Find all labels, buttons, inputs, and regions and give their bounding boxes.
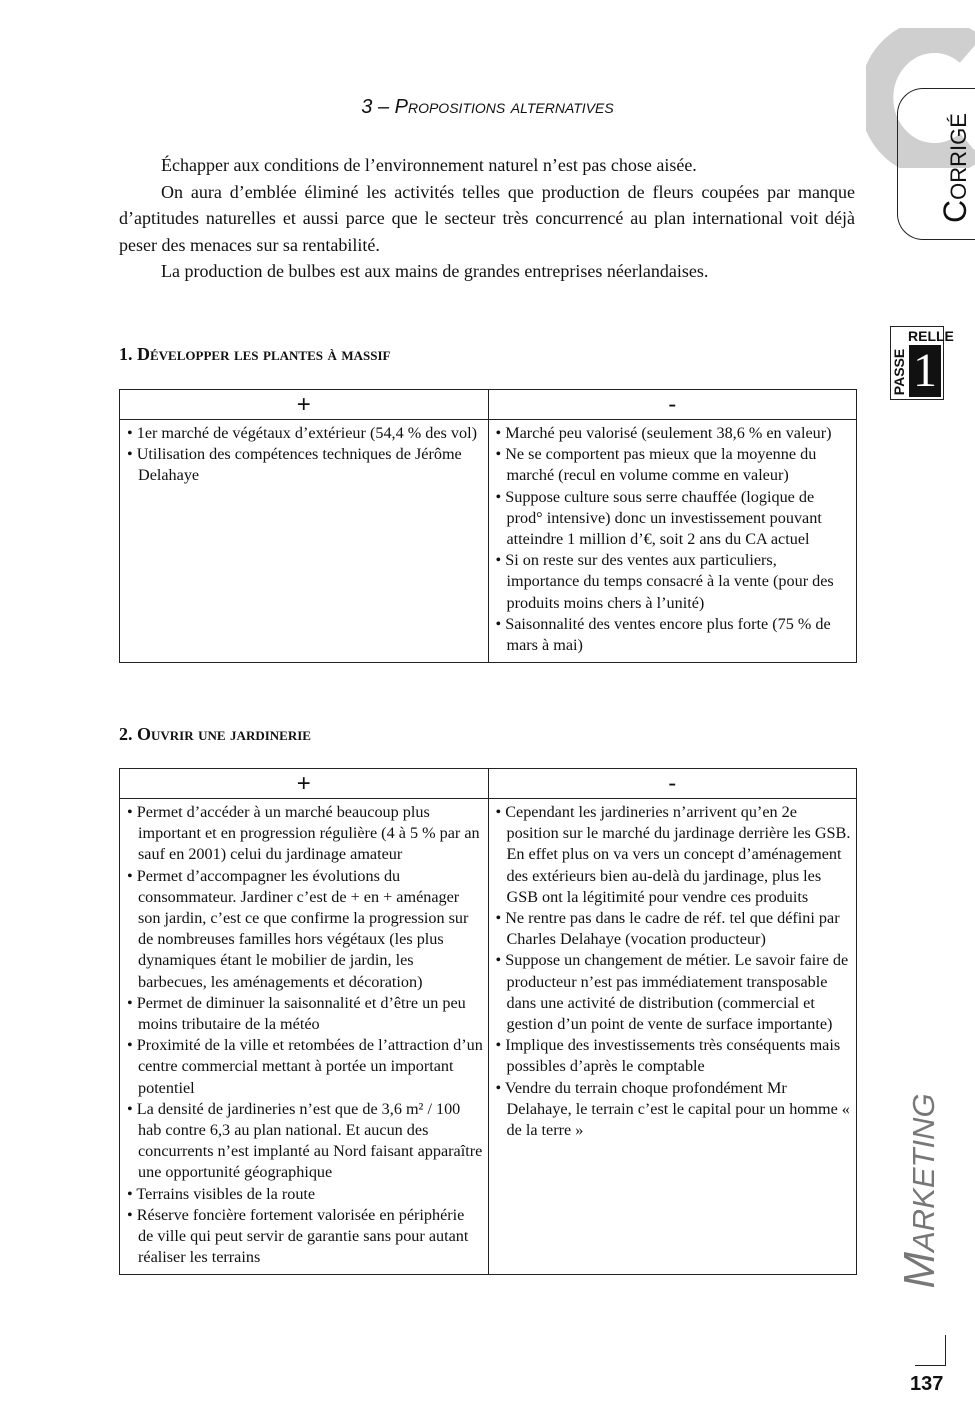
intro-paragraph: La production de bulbes est aux mains de grandes entreprises néerlandaises. xyxy=(161,261,709,281)
pros-header: + xyxy=(120,390,489,420)
bullet-item: • Réserve foncière fortement valorisée en périphérie de ville qui peut servir de garantie sans pour autant réaliser les terrains xyxy=(127,1205,484,1269)
cons-header: - xyxy=(488,769,857,799)
pros-cons-table-1 xyxy=(119,389,857,663)
heading-section-1: 1. Développer les plantes à massif xyxy=(119,344,391,364)
intro-paragraph: On aura d’emblée éliminé les activités telles que production de fleurs coupées par manque d’aptitudes naturelles et aussi parce que le secteur très concurrencé au plan international voit déjà peser des menaces sur sa rentabilité. xyxy=(119,181,855,255)
bullet-item: • Permet d’accéder à un marché beaucoup plus important et en progression régulière (4 à 5 % par an sauf en 2001) celui du jardinage amateur xyxy=(127,802,484,866)
cons-header: - xyxy=(488,390,857,420)
bullet-item: • Proximité de la ville et retombées de l’attraction d’un centre commercial mettant à portée un important potentiel xyxy=(127,1035,484,1099)
bullet-item: • Implique des investissements très conséquents mais possibles d’après le comptable xyxy=(496,1035,853,1077)
corrige-tab-label: Corrigé xyxy=(937,113,973,223)
intro-text xyxy=(119,152,855,285)
bullet-item: • Permet d’accompagner les évolutions du consommateur. Jardiner c’est de + en + aménager son jardin, c’est ce que confirme la progression sur de nombreuses familles hors végétaux (les plus dynamiques étant le mobilier de jardin, les barbecues, les aménagements et décoration) xyxy=(127,866,484,993)
bullet-item: • Terrains visibles de la route xyxy=(127,1184,484,1205)
subject-label: Marketing xyxy=(895,1093,944,1289)
bullet-item: • La densité de jardineries n’est que de 3,6 m² / 100 hab contre 6,3 au plan national. Et aucun des concurrents n’est implanté au Nord faisant apparaître une opportunité géographique xyxy=(127,1099,484,1184)
passerelle-logo xyxy=(890,326,954,400)
cons-cell xyxy=(488,799,857,1275)
bullet-item: • Ne rentre pas dans le cadre de réf. tel que défini par Charles Delahaye (vocation producteur) xyxy=(496,908,853,950)
bullet-item: • Utilisation des compétences techniques de Jérôme Delahaye xyxy=(127,444,484,486)
logo-top-text: RELLE xyxy=(908,328,954,344)
pros-cell xyxy=(120,799,489,1275)
bullet-item: • Vendre du terrain choque profondément Mr Delahaye, le terrain c’est le capital pour un homme « de la terre » xyxy=(496,1078,853,1142)
bullet-item: • 1er marché de végétaux d’extérieur (54,4 % des vol) xyxy=(127,423,484,444)
bullet-item: • Suppose un changement de métier. Le savoir faire de producteur n’est pas immédiatement transposable dans une activité de distribution (commercial et gestion d’un point de vente de surface importante) xyxy=(496,950,853,1035)
bullet-item: • Saisonnalité des ventes encore plus forte (75 % de mars à mai) xyxy=(496,614,853,656)
bullet-item: • Marché peu valorisé (seulement 38,6 % en valeur) xyxy=(496,423,853,444)
bullet-item: • Si on reste sur des ventes aux particuliers, importance du temps consacré à la vente (pour des produits moins chers à l’unité) xyxy=(496,550,853,614)
bullet-item: • Suppose culture sous serre chauffée (logique de prod° intensive) donc un investissement pouvant atteindre 1 million d’€, soit 2 ans du CA actuel xyxy=(496,487,853,551)
heading-section-2: 2. Ouvrir une jardinerie xyxy=(119,724,311,744)
logo-side-text: PASSE xyxy=(891,348,907,396)
page-number: 137 xyxy=(910,1373,944,1395)
pros-cell xyxy=(120,420,489,663)
page-number-rule xyxy=(915,1335,946,1366)
bullet-item: • Ne se comportent pas mieux que la moyenne du marché (recul en volume comme en valeur) xyxy=(496,444,853,486)
logo-number: 1 xyxy=(909,345,941,397)
bullet-item: • Cependant les jardineries n’arrivent qu’en 2e position sur le marché du jardinage derrière les GSB. En effet plus on va vers un concept d’aménagement des extérieurs bien au-delà du jardinage, plus les GSB ont la légitimité pour vendre ces produits xyxy=(496,802,853,908)
pros-cons-table-2 xyxy=(119,768,857,1275)
bullet-item: • Permet de diminuer la saisonnalité et d’être un peu moins tributaire de la météo xyxy=(127,993,484,1035)
intro-paragraph: Échapper aux conditions de l’environnement naturel n’est pas chose aisée. xyxy=(161,155,697,175)
cons-cell xyxy=(488,420,857,663)
pros-header: + xyxy=(120,769,489,799)
section-title: 3 – Propositions alternatives xyxy=(361,96,614,118)
